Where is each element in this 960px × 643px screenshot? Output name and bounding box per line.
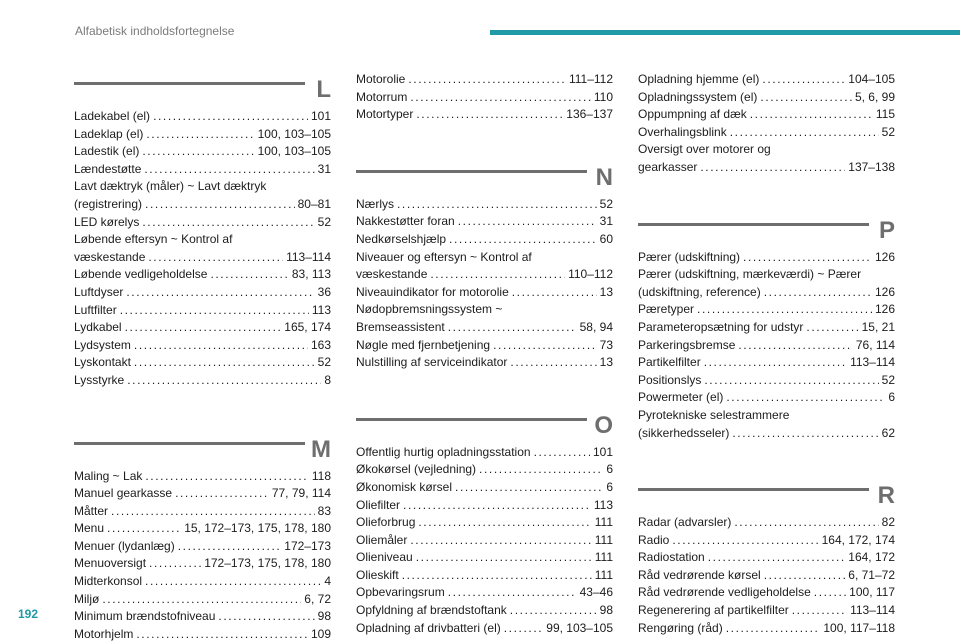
index-entry-term: (udskiftning, reference): [638, 284, 761, 299]
index-entry[interactable]: [638, 354, 895, 372]
index-entry-pages: 110–112: [568, 267, 613, 282]
index-entry[interactable]: [356, 301, 613, 336]
running-header-title: Alfabetisk indholdsfortegnelse: [75, 24, 235, 38]
index-entry-term: Motortyper: [356, 107, 414, 122]
index-entry-term: Olieniveau: [356, 550, 413, 565]
index-entry[interactable]: [74, 555, 331, 573]
index-entry-pages: 98: [599, 603, 613, 618]
index-entry-term: Pæretyper: [638, 302, 695, 317]
index-entry-pages: 6, 71–72: [848, 567, 895, 582]
index-entry[interactable]: [74, 143, 331, 161]
index-entry-term: Oversigt over motorer og: [638, 142, 771, 157]
dot-leader: [416, 106, 563, 124]
header-accent-bar: [490, 30, 960, 35]
dot-leader: [134, 337, 308, 355]
dot-leader: [704, 354, 847, 372]
index-entry-term: Opbevaringsrum: [356, 585, 445, 600]
index-entry[interactable]: [74, 319, 331, 337]
index-entry[interactable]: [356, 549, 613, 567]
index-entry-pages: 62: [881, 425, 895, 440]
dot-leader: [126, 284, 314, 302]
index-entry[interactable]: [74, 372, 331, 390]
index-entry-pages: 6: [606, 479, 613, 494]
index-entry[interactable]: [638, 602, 895, 620]
dot-leader: [700, 159, 845, 177]
index-entry-pages: 52: [317, 214, 331, 229]
index-entry[interactable]: [356, 284, 613, 302]
section-rule: [74, 82, 305, 85]
index-entry-term: Niveauindikator for motorolie: [356, 284, 509, 299]
dot-leader: [218, 608, 314, 626]
index-entry-pages: 52: [599, 196, 613, 211]
index-entry-term: Nærlys: [356, 196, 394, 211]
index-entry-term: Økokørsel (vejledning): [356, 462, 477, 477]
index-entry[interactable]: [74, 538, 331, 556]
dot-leader: [149, 555, 201, 573]
index-entry[interactable]: [356, 497, 613, 515]
index-entry-term: Nødopbremsningssystem ~: [356, 302, 503, 317]
dot-leader: [534, 444, 590, 462]
index-entry[interactable]: [638, 124, 895, 142]
index-entry-pages: 100, 103–105: [257, 144, 331, 159]
dot-leader: [408, 71, 566, 89]
dot-leader: [134, 354, 315, 372]
index-entry-pages: 43–46: [579, 585, 613, 600]
dot-leader: [708, 549, 846, 567]
index-entry[interactable]: [638, 249, 895, 267]
dot-leader: [743, 249, 872, 267]
index-entry-pages: 31: [599, 214, 613, 229]
index-entry-term: Nedkørselshjælp: [356, 231, 447, 246]
index-entry[interactable]: [356, 602, 613, 620]
section-header: [74, 436, 331, 468]
dot-leader: [672, 532, 818, 550]
dot-leader: [448, 584, 577, 602]
dot-leader: [760, 89, 852, 107]
index-entry-pages: 137–138: [848, 159, 895, 174]
index-entry-pages: 113: [593, 497, 613, 512]
index-entry-term: Lydsystem: [74, 337, 131, 352]
dot-leader: [111, 503, 315, 521]
index-entry-term: Pærer (udskiftning): [638, 249, 741, 264]
dot-leader: [449, 231, 597, 249]
index-entry-pages: 118: [311, 468, 331, 483]
index-entry-term: gearkasser: [638, 159, 698, 174]
dot-leader: [144, 161, 314, 179]
index-entry-pages: 80–81: [297, 196, 331, 211]
index-entry-term: Olieforbrug: [356, 515, 416, 530]
index-entry[interactable]: [74, 337, 331, 355]
index-entry[interactable]: [74, 266, 331, 284]
dot-leader: [448, 319, 577, 337]
index-entry-pages: 52: [881, 124, 895, 139]
index-entry[interactable]: [356, 231, 613, 249]
dot-leader: [726, 389, 885, 407]
index-entry-term: Motorrum: [356, 89, 408, 104]
index-entry-term: Maling ~ Lak: [74, 468, 143, 483]
index-entry[interactable]: [638, 514, 895, 532]
index-entry-term: Lændestøtte: [74, 161, 142, 176]
index-entry-term: Lyskontakt: [74, 355, 131, 370]
index-entry[interactable]: [638, 319, 895, 337]
index-entry-term: Nakkestøtter foran: [356, 214, 455, 229]
index-entry-term: Rengøring (råd): [638, 620, 723, 635]
dot-leader: [504, 620, 544, 638]
index-entry-term: Ladestik (el): [74, 144, 140, 159]
dot-leader: [410, 89, 591, 107]
dot-leader: [107, 520, 181, 538]
dot-leader: [730, 124, 879, 142]
index-entry-pages: 101: [592, 444, 613, 459]
index-entry-term: Oppumpning af dæk: [638, 107, 747, 122]
dot-leader: [136, 626, 308, 643]
index-entry-pages: 113–114: [850, 355, 895, 370]
index-entry[interactable]: [356, 461, 613, 479]
index-column-3: [638, 71, 895, 637]
index-column-1: [74, 76, 331, 643]
index-entry[interactable]: [638, 584, 895, 602]
index-entry[interactable]: [356, 106, 613, 124]
dot-leader: [120, 302, 309, 320]
index-entry-pages: 15, 21: [861, 319, 895, 334]
index-entry[interactable]: [638, 389, 895, 407]
section-letter: M: [311, 435, 331, 463]
index-entry[interactable]: [74, 591, 331, 609]
index-entry-term: Nøgle med fjernbetjening: [356, 337, 491, 352]
index-entry-pages: 101: [310, 109, 331, 123]
index-entry-pages: 98: [317, 609, 331, 624]
index-entry-term: Råd vedrørende kørsel: [638, 567, 761, 582]
index-entry-term: Parkeringsbremse: [638, 337, 736, 352]
index-entry[interactable]: [638, 567, 895, 585]
index-entry-term: Olieskift: [356, 567, 399, 582]
index-entry[interactable]: [74, 485, 331, 503]
index-entry-term: Manuel gearkasse: [74, 486, 173, 501]
index-entry-term: Bremseassistent: [356, 319, 445, 334]
section-rule: [74, 442, 305, 445]
dot-leader: [510, 602, 597, 620]
dot-leader: [125, 319, 282, 337]
index-entry[interactable]: [74, 126, 331, 144]
section-header: [356, 164, 613, 196]
dot-leader: [430, 266, 565, 284]
index-entry-term: Menuer (lydanlæg): [74, 538, 175, 553]
index-entry-term: Løbende vedligeholdelse: [74, 267, 208, 282]
dot-leader: [512, 284, 597, 302]
index-entry-pages: 136–137: [566, 107, 613, 122]
index-entry-pages: 109: [310, 626, 331, 641]
section-rule: [356, 418, 587, 421]
section-letter: P: [878, 216, 895, 244]
index-entry-pages: 100, 103–105: [257, 126, 331, 141]
index-entry-pages: 113–114: [286, 249, 331, 264]
index-entry[interactable]: [638, 89, 895, 107]
dot-leader: [806, 319, 858, 337]
dot-leader: [458, 213, 597, 231]
index-entry-pages: 15, 172–173, 175, 178, 180: [184, 521, 331, 536]
index-entry-pages: 164, 172: [848, 550, 895, 565]
index-entry[interactable]: [74, 608, 331, 626]
dot-leader: [732, 425, 878, 443]
index-entry[interactable]: [638, 620, 895, 638]
index-entry[interactable]: [356, 514, 613, 532]
index-entry[interactable]: [356, 567, 613, 585]
index-entry-pages: 82: [881, 515, 895, 530]
index-entry-pages: 115: [875, 107, 895, 122]
index-entry-pages: 100, 117–118: [823, 620, 895, 635]
index-entry-term: Nulstilling af serviceindikator: [356, 355, 508, 370]
index-entry-pages: 163: [310, 337, 331, 352]
index-entry-pages: 58, 94: [579, 319, 613, 334]
index-entry-term: Lysstyrke: [74, 372, 125, 387]
section-header: [74, 76, 331, 108]
dot-leader: [145, 468, 308, 486]
index-entry-pages: 100, 117: [849, 585, 895, 600]
index-entry-term: Oliemåler: [356, 532, 408, 547]
index-entry[interactable]: [356, 89, 613, 107]
index-entry-term: Råd vedrørende vedligeholdelse: [638, 585, 811, 600]
dot-leader: [764, 284, 872, 302]
index-entry-pages: 113: [311, 302, 331, 317]
index-entry-term: Miljø: [74, 591, 100, 606]
index-entry[interactable]: [356, 444, 613, 462]
index-entry-pages: 6: [606, 462, 613, 477]
index-entry-term: Motorolie: [356, 72, 406, 86]
index-entry-term: Ladeklap (el): [74, 126, 144, 141]
index-entry-pages: 60: [599, 231, 613, 246]
section-letter: L: [316, 76, 331, 103]
index-entry[interactable]: [74, 214, 331, 232]
dot-leader: [814, 584, 846, 602]
index-entry-term: væskestande: [356, 267, 428, 282]
index-entry-term: Offentlig hurtig opladningsstation: [356, 444, 531, 459]
index-entry[interactable]: [74, 178, 331, 213]
index-entry-pages: 6, 72: [304, 591, 331, 606]
dot-leader: [102, 591, 301, 609]
index-entry[interactable]: [74, 108, 331, 126]
index-entry[interactable]: [74, 354, 331, 372]
index-entry-pages: 13: [599, 355, 613, 370]
page-number: 192: [18, 607, 39, 621]
dot-leader: [145, 573, 321, 591]
index-entry-pages: 111: [594, 550, 613, 565]
index-entry-term: Oliefilter: [356, 497, 401, 512]
index-entry-pages: 31: [317, 161, 331, 176]
index-entry[interactable]: [74, 503, 331, 521]
dot-leader: [704, 372, 878, 390]
section-rule: [356, 170, 587, 173]
index-entry-pages: 76, 114: [855, 337, 895, 352]
index-entry-pages: 83: [317, 503, 331, 518]
index-entry-pages: 52: [317, 355, 331, 370]
index-entry-term: Radar (advarsler): [638, 515, 732, 530]
index-entry[interactable]: [356, 337, 613, 355]
index-entry[interactable]: [638, 407, 895, 442]
index-entry-term: Opladning af drivbatteri (el): [356, 620, 501, 635]
dot-leader: [479, 461, 603, 479]
index-entry[interactable]: [356, 71, 613, 89]
dot-leader: [210, 266, 288, 284]
index-entry-term: (registrering): [74, 196, 143, 211]
index-entry[interactable]: [356, 620, 613, 638]
index-entry-term: (sikkerhedsseler): [638, 425, 730, 440]
index-entry-pages: 126: [874, 302, 895, 317]
dot-leader: [146, 126, 254, 144]
index-entry-term: Positionslys: [638, 372, 702, 387]
index-entry[interactable]: [74, 284, 331, 302]
dot-leader: [697, 301, 872, 319]
index-entry-pages: 73: [599, 337, 613, 352]
dot-leader: [153, 108, 308, 126]
index-entry-term: Pærer (udskiftning, mærkeværdi) ~ Pærer: [638, 267, 862, 282]
dot-leader: [403, 497, 591, 515]
index-entry[interactable]: [356, 196, 613, 214]
index-entry-term: Opfyldning af brændstoftank: [356, 603, 507, 618]
index-entry-term: Måtter: [74, 503, 109, 518]
index-entry-term: Løbende eftersyn ~ Kontrol af: [74, 232, 233, 247]
section-letter: O: [594, 411, 613, 439]
index-entry-term: Regenerering af partikelfilter: [638, 603, 789, 618]
dot-leader: [142, 214, 314, 232]
dot-leader: [750, 106, 873, 124]
index-entry-term: Opladningssystem (el): [638, 89, 758, 104]
index-entry-pages: 8: [324, 372, 331, 387]
index-entry[interactable]: [638, 532, 895, 550]
dot-leader: [127, 372, 321, 390]
index-entry[interactable]: [74, 573, 331, 591]
index-entry[interactable]: [74, 231, 331, 266]
index-entry-term: Ladekabel (el): [74, 109, 151, 123]
index-entry-pages: 13: [599, 284, 613, 299]
dot-leader: [416, 549, 592, 567]
index-entry[interactable]: [638, 71, 895, 89]
dot-leader: [764, 567, 846, 585]
dot-leader: [175, 485, 269, 503]
section-header: [356, 412, 613, 444]
dot-leader: [410, 532, 591, 550]
index-entry-pages: 77, 79, 114: [271, 486, 331, 501]
index-entry-pages: 111: [594, 567, 613, 582]
index-entry[interactable]: [356, 354, 613, 372]
index-entry-term: Partikelfilter: [638, 355, 701, 370]
index-entry-term: Motorhjelm: [74, 626, 134, 641]
dot-leader: [792, 602, 847, 620]
index-entry-pages: 52: [881, 372, 895, 387]
index-entry-term: Lydkabel: [74, 320, 122, 335]
index-entry[interactable]: [356, 479, 613, 497]
dot-leader: [726, 620, 821, 638]
index-entry-pages: 99, 103–105: [546, 620, 613, 635]
section-rule: [638, 223, 869, 226]
index-entry[interactable]: [638, 106, 895, 124]
index-entry-pages: 113–114: [850, 603, 895, 618]
section-rule: [638, 488, 869, 491]
index-entry-term: væskestande: [74, 249, 146, 264]
dot-leader: [148, 249, 283, 267]
index-entry-pages: 111: [594, 532, 613, 547]
index-entry-term: Pyrotekniske selestrammere: [638, 407, 790, 422]
index-entry[interactable]: [638, 141, 895, 176]
index-entry-pages: 110: [593, 89, 613, 104]
index-entry[interactable]: [74, 520, 331, 538]
index-entry[interactable]: [356, 213, 613, 231]
index-entry-pages: 172–173, 175, 178, 180: [204, 556, 331, 571]
section-header: [638, 217, 895, 249]
index-entry[interactable]: [74, 302, 331, 320]
index-entry-term: Radiostation: [638, 550, 705, 565]
dot-leader: [402, 567, 592, 585]
index-entry[interactable]: [638, 549, 895, 567]
dot-leader: [493, 337, 597, 355]
index-entry[interactable]: [356, 249, 613, 284]
index-entry-term: Powermeter (el): [638, 390, 724, 405]
index-entry[interactable]: [638, 301, 895, 319]
index-entry-pages: 126: [874, 284, 895, 299]
index-entry-pages: 83, 113: [291, 267, 331, 282]
index-entry-pages: 164, 172, 174: [821, 532, 895, 547]
index-entry-term: Midterkonsol: [74, 574, 143, 589]
index-entry-pages: 104–105: [848, 72, 895, 86]
index-entry-pages: 4: [324, 574, 331, 589]
index-entry[interactable]: [638, 266, 895, 301]
index-entry-pages: 111–112: [568, 72, 613, 86]
index-entry[interactable]: [638, 372, 895, 390]
index-entry-pages: 5, 6, 99: [854, 89, 895, 104]
index-entry-term: Radio: [638, 532, 670, 547]
index-entry-term: Opladning hjemme (el): [638, 72, 760, 86]
index-entry-pages: 126: [874, 249, 895, 264]
index-entry[interactable]: [74, 626, 331, 643]
section-header: [638, 482, 895, 514]
section-letter: N: [595, 163, 613, 191]
index-entry-term: LED kørelys: [74, 214, 140, 229]
index-entry-pages: 172–173: [284, 538, 331, 553]
dot-leader: [734, 514, 878, 532]
dot-leader: [738, 337, 852, 355]
index-column-2: [356, 71, 613, 637]
index-entry-term: Luftfilter: [74, 302, 117, 317]
index-entry-pages: 6: [888, 390, 895, 405]
index-entry-term: Minimum brændstofniveau: [74, 609, 216, 624]
dot-leader: [455, 479, 603, 497]
index-entry-term: Niveauer og eftersyn ~ Kontrol af: [356, 249, 532, 264]
index-entry[interactable]: [356, 532, 613, 550]
index-entry-pages: 165, 174: [284, 320, 331, 335]
index-entry-term: Overhalingsblink: [638, 124, 727, 139]
index-entry-pages: 36: [317, 284, 331, 299]
index-entry-pages: 111: [594, 515, 613, 530]
dot-leader: [510, 354, 596, 372]
dot-leader: [142, 143, 254, 161]
section-letter: R: [877, 482, 895, 510]
index-entry-term: Lavt dæktryk (måler) ~ Lavt dæktryk: [74, 179, 267, 194]
dot-leader: [418, 514, 591, 532]
index-entry[interactable]: [74, 468, 331, 486]
index-entry-term: Parameteropsætning for udstyr: [638, 319, 804, 334]
dot-leader: [145, 196, 295, 214]
index-entry[interactable]: [74, 161, 331, 179]
index-entry[interactable]: [638, 337, 895, 355]
dot-leader: [178, 538, 282, 556]
index-entry-term: Menu: [74, 521, 105, 536]
index-entry-term: Økonomisk kørsel: [356, 479, 453, 494]
dot-leader: [397, 196, 597, 214]
index-entry-term: Luftdyser: [74, 284, 124, 299]
index-entry[interactable]: [356, 584, 613, 602]
dot-leader: [762, 71, 845, 89]
index-entry-term: Menuoversigt: [74, 556, 147, 571]
